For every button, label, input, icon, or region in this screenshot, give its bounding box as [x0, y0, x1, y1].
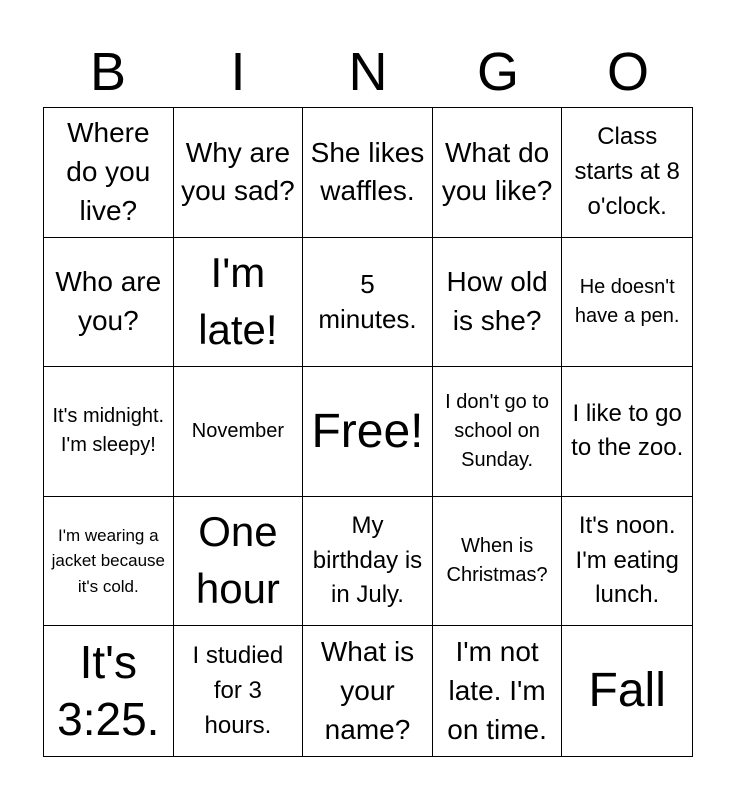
- cell-text: I don't go to school on Sunday.: [445, 390, 550, 471]
- bingo-cell[interactable]: [562, 626, 692, 756]
- cell-text: Why are you sad?: [181, 136, 295, 207]
- cell-text: My birthday is in July.: [312, 511, 423, 609]
- cell-text: 5 minutes.: [318, 268, 417, 334]
- cell-text: How old is she?: [446, 266, 548, 336]
- bingo-cell[interactable]: [562, 108, 692, 238]
- cell-text: Where do you live?: [66, 117, 151, 226]
- bingo-cell[interactable]: [562, 238, 692, 368]
- cell-text: I'm late!: [198, 249, 278, 353]
- bingo-cell[interactable]: [174, 238, 304, 368]
- bingo-cell[interactable]: [562, 497, 692, 627]
- bingo-cell[interactable]: [44, 238, 174, 368]
- header-letter-n: N: [348, 42, 388, 102]
- bingo-cell[interactable]: [433, 497, 563, 627]
- bingo-cell[interactable]: [303, 238, 433, 368]
- cell-text: I studied for 3 hours.: [192, 642, 284, 739]
- header-letter-b: B: [89, 42, 127, 102]
- cell-text: I like to go to the zoo.: [571, 399, 684, 462]
- bingo-cell[interactable]: [174, 626, 304, 756]
- bingo-cell[interactable]: [433, 238, 563, 368]
- bingo-cell[interactable]: [174, 108, 304, 238]
- header-letter-o: O: [606, 42, 649, 102]
- bingo-cell[interactable]: [433, 108, 563, 238]
- header-letter-i: I: [230, 42, 246, 102]
- cell-text: Who are you?: [55, 266, 162, 336]
- cell-text: When is Christmas?: [446, 535, 548, 587]
- cell-text: It's midnight. I'm sleepy!: [52, 405, 165, 457]
- header-letter-g: G: [476, 42, 519, 102]
- cell-text: I'm not late. I'm on time.: [447, 636, 547, 745]
- bingo-cell[interactable]: [44, 626, 174, 756]
- bingo-cell[interactable]: [303, 497, 433, 627]
- bingo-free-space[interactable]: [303, 367, 433, 497]
- cell-text: One hour: [195, 508, 280, 613]
- bingo-cell[interactable]: [433, 367, 563, 497]
- cell-text: Fall: [588, 664, 666, 718]
- bingo-cell[interactable]: [44, 497, 174, 627]
- cell-text: November: [191, 419, 285, 442]
- cell-text: I'm wearing a jacket because it's cold.: [51, 525, 165, 596]
- cell-text: What is your name?: [320, 636, 415, 745]
- bingo-cell[interactable]: [303, 626, 433, 756]
- bingo-card-grid: [43, 107, 693, 757]
- bingo-cell[interactable]: [174, 497, 304, 627]
- cell-text: He doesn't have a pen.: [574, 275, 680, 327]
- bingo-cell[interactable]: [174, 367, 304, 497]
- bingo-cell[interactable]: [562, 367, 692, 497]
- bingo-cell[interactable]: [433, 626, 563, 756]
- cell-text: What do you like?: [441, 136, 553, 207]
- cell-text: Class starts at 8 o'clock.: [574, 123, 680, 220]
- cell-text: It's 3:25.: [57, 635, 160, 746]
- bingo-cell[interactable]: [44, 108, 174, 238]
- cell-text: It's noon. I'm eating lunch.: [575, 511, 679, 609]
- cell-text: She likes waffles.: [310, 136, 425, 207]
- cell-text: Free!: [311, 404, 424, 458]
- bingo-cell[interactable]: [44, 367, 174, 497]
- bingo-cell[interactable]: [303, 108, 433, 238]
- bingo-header: [43, 36, 693, 108]
